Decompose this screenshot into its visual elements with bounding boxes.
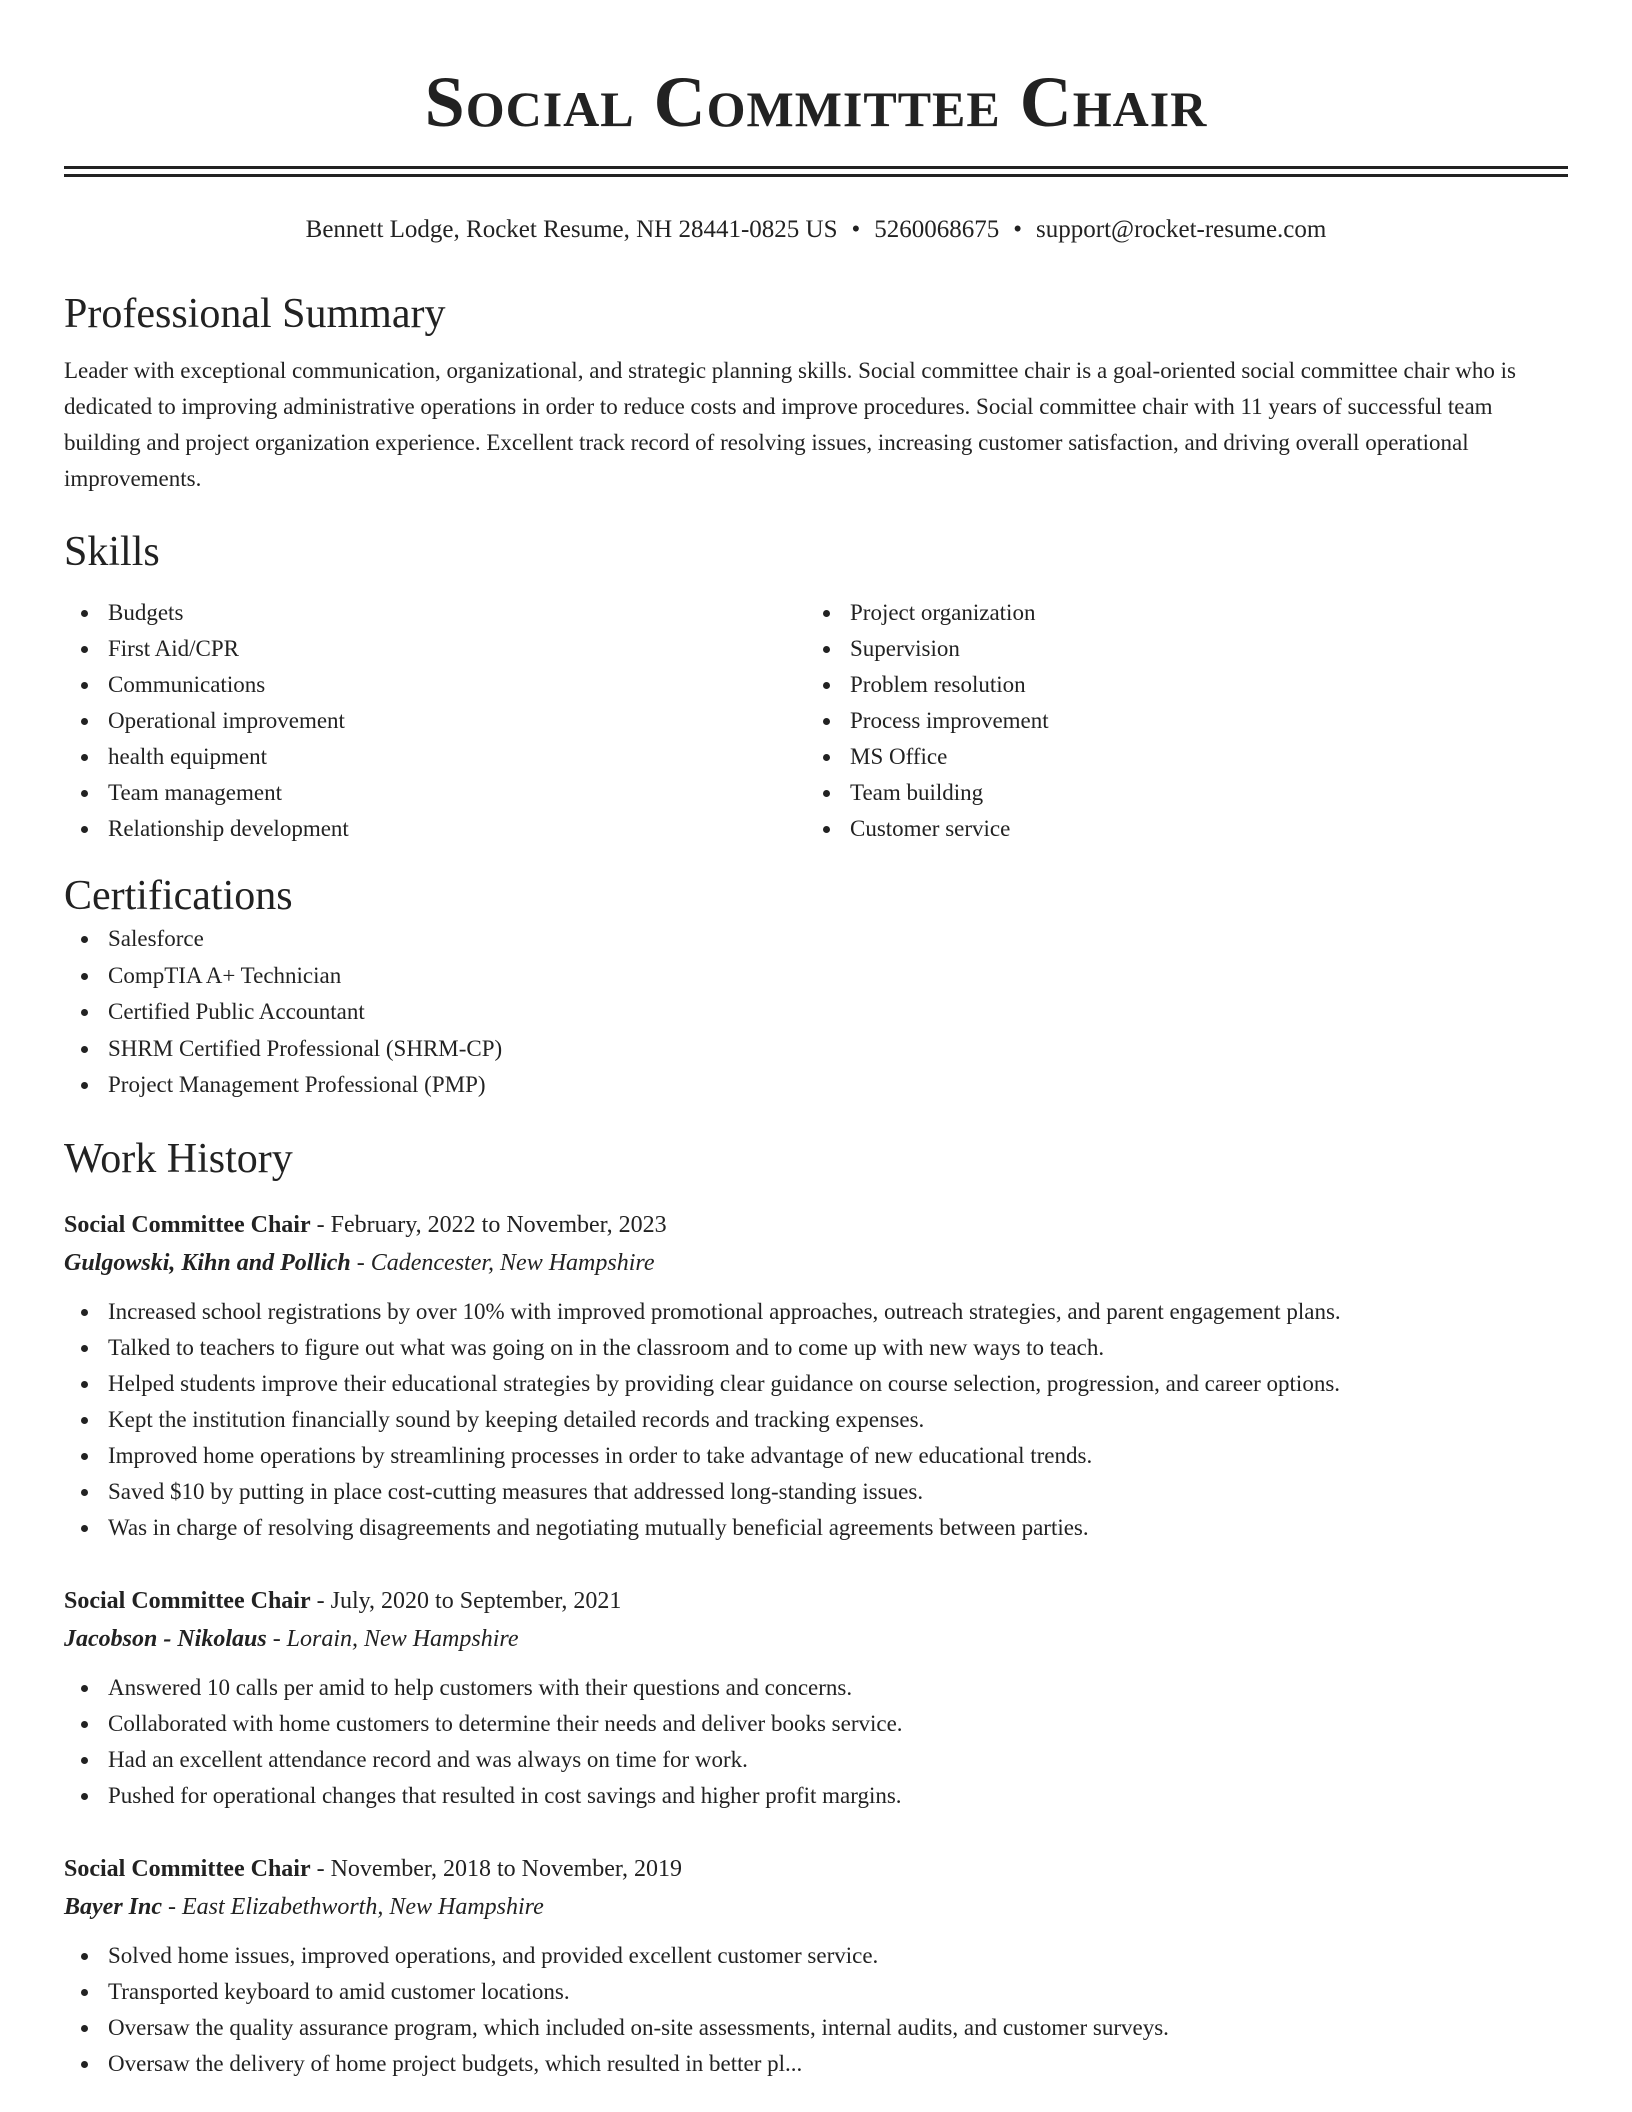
job-dates: - February, 2022 to November, 2023 [316,1211,667,1238]
job-header [64,1582,1568,1620]
skill-item: Problem resolution [806,667,1548,703]
job-company: Bayer Inc [64,1893,162,1920]
job-dates: - November, 2018 to November, 2019 [316,1855,682,1882]
job-employer [64,1620,1568,1658]
job-duty: Pushed for operational changes that resulted in cost savings and higher profit margins. [64,1778,1568,1814]
skills-columns [64,595,1568,847]
contact-address: Bennett Lodge, Rocket Resume, NH 28441-0825 US [305,216,838,243]
summary-text: Leader with exceptional communication, organizational, and strategic planning skills. Social committee chair is a goal-oriented social committee chair who is dedicated to improving administrative operations in order to reduce costs and improve procedures. Social committee chair with 11 years of successful team building and project organization experience. Excellent track record of resolving issues, increasing customer satisfaction, and driving overall operational improvements. [64,358,1516,491]
job-title: Social Committee Chair [64,1855,311,1882]
job-header [64,1850,1568,1888]
skill-item: Team building [806,775,1548,811]
contact-email[interactable]: support@rocket-resume.com [1036,216,1327,243]
header-divider-thick [64,166,1568,169]
contact-separator: • [1013,216,1023,243]
skill-item: Communications [64,667,806,703]
job-dates: - July, 2020 to September, 2021 [316,1587,622,1614]
job-location: - Lorain, New Hampshire [272,1625,519,1652]
resume-page [64,0,1568,2082]
job-duty: Answered 10 calls per amid to help customers with their questions and concerns. [64,1670,1568,1706]
contact-line [64,215,1568,245]
job-duty: Oversaw the quality assurance program, which included on-site assessments, internal audits, and customer surveys. [64,2010,1568,2046]
summary-heading: Professional Summary [64,291,446,337]
job-duty: Increased school registrations by over 10% with improved promotional approaches, outreach strategies, and parent engagement plans. [64,1294,1568,1330]
job-duty: Was in charge of resolving disagreements and negotiating mutually beneficial agreements between parties. [64,1510,1568,1546]
job-duty: Improved home operations by streamlining processes in order to take advantage of new educational trends. [64,1438,1568,1474]
work-history-heading: Work History [64,1135,293,1182]
job-title: Social Committee Chair [64,1211,311,1238]
header-divider-thin [64,174,1568,177]
certification-item: Certified Public Accountant [64,994,1568,1031]
skill-item: Operational improvement [64,703,806,739]
certifications-heading: Certifications [64,873,293,919]
job-duty: Saved $10 by putting in place cost-cutting measures that addressed long-standing issues. [64,1474,1568,1510]
job-entry [64,1206,1568,1546]
resume-name: Social Committee Chair [424,62,1208,142]
job-company: Gulgowski, Kihn and Pollich [64,1249,351,1276]
certifications-list [64,921,1568,1104]
skill-item: Team management [64,775,806,811]
job-company: Jacobson - Nikolaus [64,1625,267,1652]
job-duty: Helped students improve their educational strategies by providing clear guidance on course selection, progression, and career options. [64,1366,1568,1402]
job-entry [64,1582,1568,1814]
job-employer [64,1888,1568,1926]
job-employer [64,1244,1568,1282]
job-duty: Collaborated with home customers to determine their needs and deliver books service. [64,1706,1568,1742]
skill-item: First Aid/CPR [64,631,806,667]
certification-item: Salesforce [64,921,1568,958]
contact-separator: • [851,216,861,243]
job-duties-list [64,1938,1568,2082]
job-location: - Cadencester, New Hampshire [356,1249,655,1276]
job-duty: Transported keyboard to amid customer locations. [64,1974,1568,2010]
certification-item: Project Management Professional (PMP) [64,1067,1568,1104]
job-duty: Talked to teachers to figure out what was going on in the classroom and to come up with new ways to teach. [64,1330,1568,1366]
job-duty: Solved home issues, improved operations, and provided excellent customer service. [64,1938,1568,1974]
skill-item: Supervision [806,631,1548,667]
skill-item: Process improvement [806,703,1548,739]
job-location: - East Elizabethworth, New Hampshire [168,1893,544,1920]
job-duty: Kept the institution financially sound by keeping detailed records and tracking expenses. [64,1402,1568,1438]
job-header [64,1206,1568,1244]
certification-item: CompTIA A+ Technician [64,958,1568,995]
job-entry [64,1850,1568,2082]
job-duty: Had an excellent attendance record and was always on time for work. [64,1742,1568,1778]
skill-item: Relationship development [64,811,806,847]
job-duties-list [64,1670,1568,1814]
job-duty: Oversaw the delivery of home project budgets, which resulted in better pl... [64,2046,1568,2082]
skills-heading: Skills [64,529,160,575]
certification-item: SHRM Certified Professional (SHRM-CP) [64,1031,1568,1068]
job-title: Social Committee Chair [64,1587,311,1614]
skill-item: health equipment [64,739,806,775]
skill-item: Customer service [806,811,1548,847]
skills-list-right [806,595,1548,847]
skills-list-left [64,595,806,847]
job-duties-list [64,1294,1568,1546]
skill-item: MS Office [806,739,1548,775]
skill-item: Project organization [806,595,1548,631]
contact-phone: 5260068675 [874,216,1000,243]
skill-item: Budgets [64,595,806,631]
